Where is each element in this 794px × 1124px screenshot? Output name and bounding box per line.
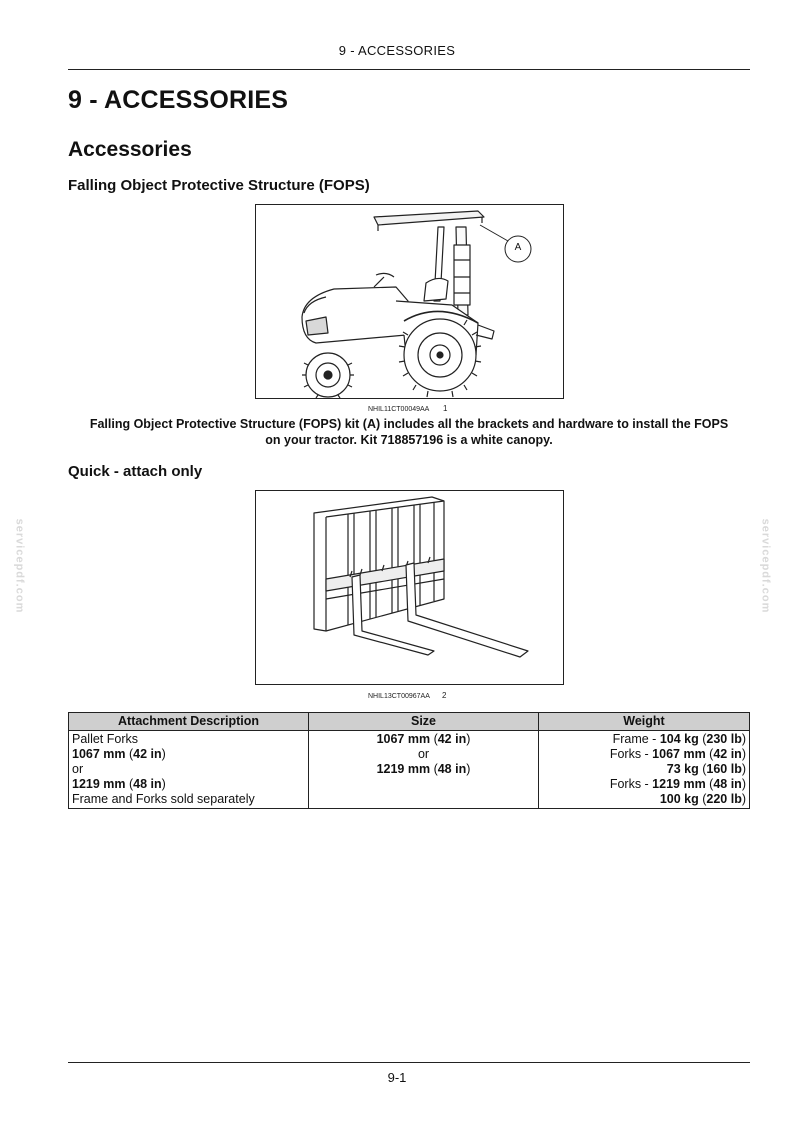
paren: ) <box>161 747 166 761</box>
desc-size-mm: 1067 mm <box>72 747 126 761</box>
callout-label-a: A <box>514 242 522 253</box>
weight-size-mm: 1067 mm <box>652 747 706 761</box>
cell-size <box>309 731 539 809</box>
desc-line: or <box>72 762 84 776</box>
size-line: or <box>417 747 430 761</box>
desc-line <box>72 777 305 792</box>
weight-kg: 100 kg <box>659 792 699 806</box>
desc-size-mm: 1219 mm <box>72 777 126 791</box>
paren: ) <box>741 762 746 776</box>
paren: ( <box>125 747 134 761</box>
paren: ) <box>741 777 746 791</box>
watermark-right: servicepdf.com <box>759 518 772 614</box>
figure-1-code: NHIL11CT00049AA <box>368 406 430 413</box>
paren: ( <box>698 762 707 776</box>
col-header-description: Attachment Description <box>69 713 309 731</box>
weight-lb: 230 lb <box>706 732 742 746</box>
section-title: Accessories <box>68 138 192 161</box>
paren: ) <box>466 762 471 776</box>
paren: ( <box>430 732 438 746</box>
paren: ) <box>741 792 746 806</box>
desc-size-in: 48 in <box>133 777 162 791</box>
paren: ( <box>698 792 707 806</box>
paren: ( <box>125 777 134 791</box>
paren: ( <box>705 747 714 761</box>
weight-line <box>542 732 746 747</box>
weight-line <box>542 792 746 807</box>
weight-line <box>542 762 746 777</box>
attachment-spec-table <box>68 712 750 809</box>
figure-fops-tractor <box>255 204 564 399</box>
paren: ( <box>698 732 707 746</box>
weight-label: Forks - <box>609 747 653 761</box>
weight-size-in: 48 in <box>713 777 742 791</box>
quick-attach-heading: Quick - attach only <box>68 463 203 480</box>
weight-label: Frame - <box>612 732 660 746</box>
chapter-title: 9 - ACCESSORIES <box>68 86 289 114</box>
page-number: 9-1 <box>387 1070 407 1085</box>
paren: ) <box>741 732 746 746</box>
paren: ( <box>705 777 714 791</box>
pallet-fork-illustration <box>256 491 563 684</box>
size-mm: 1219 mm <box>376 762 431 776</box>
size-in: 42 in <box>437 732 467 746</box>
size-line <box>312 732 535 747</box>
weight-line <box>542 747 746 762</box>
tractor-illustration <box>256 205 563 398</box>
fops-heading: Falling Object Protective Structure (FOPS) <box>68 177 370 194</box>
cell-weight <box>539 731 750 809</box>
table-row <box>69 731 750 809</box>
weight-lb: 220 lb <box>706 792 742 806</box>
weight-kg: 73 kg <box>666 762 699 776</box>
fops-caption-line-2: on your tractor. Kit 718857196 is a white canopy. <box>265 433 553 447</box>
desc-line <box>72 747 305 762</box>
fops-caption-line-1: Falling Object Protective Structure (FOPS) kit (A) includes all the brackets and hardware to install the FOPS <box>89 417 729 431</box>
fops-caption <box>68 416 750 448</box>
weight-label: Forks - <box>609 777 653 791</box>
weight-kg: 104 kg <box>659 732 699 746</box>
table-header-row <box>69 713 750 731</box>
size-line <box>312 762 535 777</box>
weight-size-mm: 1219 mm <box>652 777 706 791</box>
desc-line: Frame and Forks sold separately <box>72 792 255 806</box>
size-in: 48 in <box>437 762 467 776</box>
paren: ) <box>741 747 746 761</box>
header-rule <box>68 69 750 70</box>
desc-size-in: 42 in <box>133 747 162 761</box>
footer-rule <box>68 1062 750 1063</box>
paren: ) <box>161 777 166 791</box>
size-mm: 1067 mm <box>376 732 431 746</box>
figure-1-number: 1 <box>443 404 448 413</box>
paren: ) <box>466 732 471 746</box>
figure-pallet-forks <box>255 490 564 685</box>
watermark-left: servicepdf.com <box>13 518 26 614</box>
cell-description <box>69 731 309 809</box>
figure-2-number: 2 <box>442 691 447 700</box>
col-header-size: Size <box>309 713 539 731</box>
weight-lb: 160 lb <box>706 762 742 776</box>
weight-line <box>542 777 746 792</box>
running-header: 9 - ACCESSORIES <box>338 43 456 58</box>
col-header-weight: Weight <box>539 713 750 731</box>
figure-2-code: NHIL13CT00967AA <box>368 693 430 700</box>
desc-line: Pallet Forks <box>72 732 138 746</box>
paren: ( <box>430 762 438 776</box>
weight-size-in: 42 in <box>713 747 742 761</box>
